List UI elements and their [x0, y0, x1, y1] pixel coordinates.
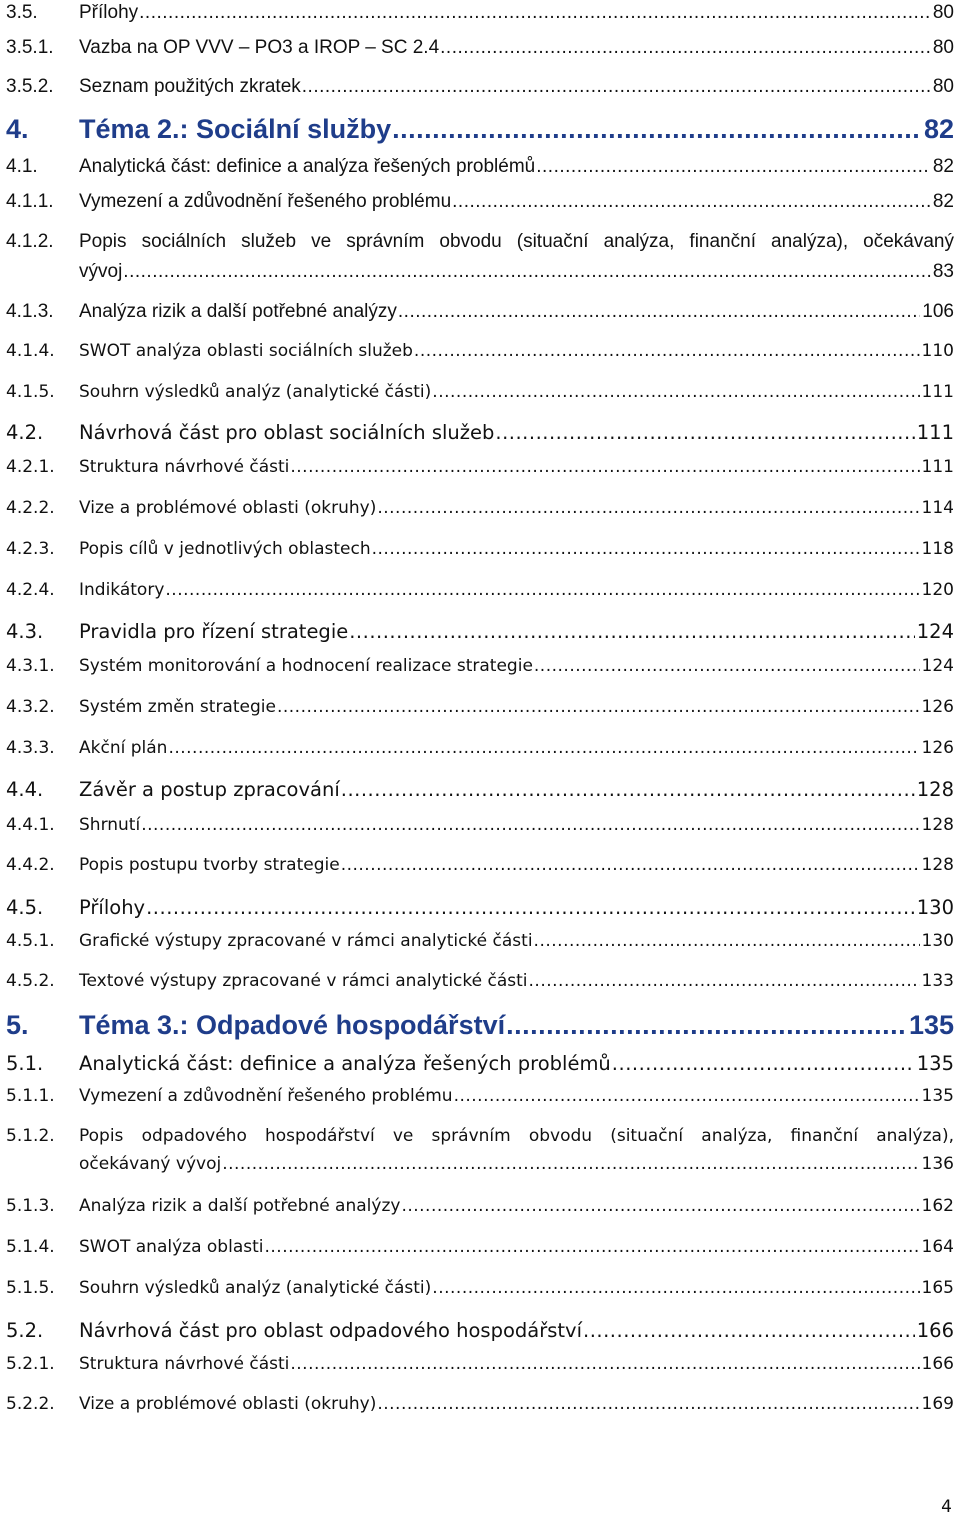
toc-entry-page: 162: [921, 1196, 954, 1216]
dot-leader: [392, 114, 922, 145]
dot-leader: [290, 1354, 919, 1374]
toc-entry-title: Přílohy: [79, 896, 146, 919]
toc-entry-title: Struktura návrhové části: [79, 1354, 290, 1374]
toc-entry-page: 110: [921, 341, 954, 361]
dot-leader: [277, 697, 920, 717]
toc-entry-title: Popis cílů v jednotlivých oblastech: [79, 539, 371, 559]
toc-entry-page: 164: [921, 1237, 954, 1257]
toc-entry-number: 5.1.1.: [6, 1086, 55, 1106]
toc-entry-title: Vymezení a zdůvodnění řešeného problému: [79, 191, 452, 212]
toc-entry-title: Akční plán: [79, 738, 168, 758]
dot-leader: [534, 656, 920, 676]
toc-entry-page: 114: [921, 498, 954, 518]
toc-entry-page: 124: [916, 620, 954, 643]
toc-entry-number: 4.1.3.: [6, 301, 54, 322]
toc-entry-title: Analýza rizik a další potřebné analýzy: [79, 1196, 401, 1216]
toc-entry-number: 5.2.1.: [6, 1354, 55, 1374]
toc-entry-number: 4.1.5.: [6, 382, 55, 402]
dot-leader: [401, 1196, 919, 1216]
dot-leader: [440, 37, 931, 59]
toc-entry-page: 169: [921, 1394, 954, 1414]
toc-entry-page: 111: [921, 382, 954, 402]
toc-entry-page: 124: [921, 656, 954, 676]
toc-entry-page: 128: [916, 778, 954, 801]
dot-leader: [165, 580, 919, 600]
dot-leader: [302, 76, 931, 98]
dot-leader: [341, 778, 915, 801]
toc-entry-number: 4.2.3.: [6, 539, 55, 559]
toc-entry-number: 5.2.: [6, 1319, 44, 1342]
toc-entry-page: 111: [916, 421, 954, 444]
toc-entry-number: 5.1.4.: [6, 1237, 55, 1257]
toc-entry-number: 3.5.: [6, 2, 38, 23]
dot-leader: [139, 2, 931, 24]
dot-leader: [146, 896, 915, 919]
toc-entry-page: 166: [916, 1319, 954, 1342]
toc-entry-page: 111: [921, 457, 954, 477]
toc-entry-title: Struktura návrhové části: [79, 457, 290, 477]
toc-entry-page: 135: [916, 1052, 954, 1075]
toc-entry-title: Souhrn výsledků analýz (analytické části): [79, 382, 432, 402]
toc-entry-number: 4.1.1.: [6, 191, 54, 212]
dot-leader: [506, 1010, 907, 1041]
toc-entry-number: 4.1.: [6, 156, 38, 177]
dot-leader: [432, 382, 919, 402]
toc-entry-title: vývoj: [79, 261, 123, 282]
dot-leader: [123, 261, 931, 283]
toc-entry-number: 5.1.2.: [6, 1126, 55, 1146]
toc-entry-page: 133: [921, 971, 954, 991]
dot-leader: [290, 457, 919, 477]
toc-entry-number: 4.1.4.: [6, 341, 55, 361]
toc-entry-title: Vize a problémové oblasti (okruhy): [79, 498, 377, 518]
toc-entry-page: 130: [921, 931, 954, 951]
dot-leader: [454, 1086, 920, 1106]
toc-entry-page: 136: [921, 1154, 954, 1174]
toc-entry-number: 5.2.2.: [6, 1394, 55, 1414]
toc-entry-title: Analýza rizik a další potřebné analýzy: [79, 301, 397, 322]
dot-leader: [265, 1237, 920, 1257]
toc-entry-title: Indikátory: [79, 580, 165, 600]
toc-entry-number: 4.2.1.: [6, 457, 55, 477]
toc-entry-page: 128: [921, 815, 954, 835]
toc-entry-title: Seznam použitých zkratek: [79, 76, 301, 97]
dot-leader: [222, 1154, 919, 1174]
toc-entry-title: Textové výstupy zpracované v rámci analytické části: [79, 971, 528, 991]
toc-entry-page: 82: [932, 191, 954, 212]
toc-entry-title: Souhrn výsledků analýz (analytické části): [79, 1278, 432, 1298]
dot-leader: [534, 931, 920, 951]
toc-entry-page: 126: [921, 738, 954, 758]
toc-entry-title: Vize a problémové oblasti (okruhy): [79, 1394, 377, 1414]
dot-leader: [414, 341, 920, 361]
toc-entry-number: 4.4.: [6, 778, 44, 801]
toc-entry-title: Vymezení a zdůvodnění řešeného problému: [79, 1086, 453, 1106]
toc-entry-page: 83: [932, 261, 954, 282]
toc-entry-title: Analytická část: definice a analýza řešených problémů: [79, 156, 536, 177]
dot-leader: [495, 421, 914, 444]
dot-leader: [536, 156, 931, 178]
dot-leader: [372, 539, 920, 559]
toc-entry-title: SWOT analýza oblasti: [79, 1237, 264, 1257]
toc-entry-page: 135: [921, 1086, 954, 1106]
toc-entry-number: 4.5.2.: [6, 971, 55, 991]
toc-entry-title-first-line: Popis sociálních služeb ve správním obvodu (situační analýza, finanční analýza), očekávaný: [79, 231, 954, 252]
toc-entry-page: 128: [921, 855, 954, 875]
toc-entry-title: Návrhová část pro oblast odpadového hospodářství: [79, 1319, 583, 1342]
dot-leader: [398, 301, 920, 323]
toc-entry-title: Pravidla pro řízení strategie: [79, 620, 349, 643]
toc-entry-number: 4.4.1.: [6, 815, 55, 835]
toc-entry-page: 80: [932, 76, 954, 97]
toc-entry-title: Popis postupu tvorby strategie: [79, 855, 340, 875]
toc-entry-page: 166: [921, 1354, 954, 1374]
toc-entry-page: 80: [932, 37, 954, 58]
toc-entry-title: Analytická část: definice a analýza řešených problémů: [79, 1052, 611, 1075]
toc-entry-title: Systém změn strategie: [79, 697, 276, 717]
toc-entry-number: 4.2.2.: [6, 498, 55, 518]
toc-entry-number: 3.5.2.: [6, 76, 54, 97]
dot-leader: [612, 1052, 915, 1075]
toc-entry-number: 4.3.: [6, 620, 44, 643]
dot-leader: [452, 191, 931, 213]
toc-entry-page: 130: [916, 896, 954, 919]
toc-entry-title: Systém monitorování a hodnocení realizace strategie: [79, 656, 533, 676]
toc-entry-title: Téma 2.: Sociální služby: [79, 114, 392, 144]
dot-leader: [141, 815, 919, 835]
toc-entry-number: 5.1.3.: [6, 1196, 55, 1216]
page-number: 4: [941, 1497, 952, 1517]
toc-entry-title-first-line: Popis odpadového hospodářství ve správním obvodu (situační analýza, finanční analýza),: [79, 1126, 954, 1146]
toc-entry-number: 4.1.2.: [6, 231, 54, 252]
toc-entry-number: 5.1.5.: [6, 1278, 55, 1298]
toc-entry-number: 4.4.2.: [6, 855, 55, 875]
toc-entry-page: 82: [923, 114, 954, 144]
toc-entry-number: 4.2.4.: [6, 580, 55, 600]
toc-entry-page: 106: [922, 301, 954, 322]
toc-entry-page: 126: [921, 697, 954, 717]
toc-entry-page: 82: [932, 156, 954, 177]
dot-leader: [432, 1278, 919, 1298]
toc-entry-title: Téma 3.: Odpadové hospodářství: [79, 1010, 506, 1040]
toc-entry-title: Návrhová část pro oblast sociálních služeb: [79, 421, 495, 444]
toc-entry-number: 4.5.: [6, 896, 44, 919]
toc-entry-title: očekávaný vývoj: [79, 1154, 222, 1174]
toc-entry-page: 165: [921, 1278, 954, 1298]
toc-entry-number: 4.: [6, 114, 29, 144]
dot-leader: [349, 620, 915, 643]
toc-entry-page: 80: [932, 2, 954, 23]
dot-leader: [377, 498, 919, 518]
dot-leader: [341, 855, 920, 875]
toc-entry-number: 4.3.3.: [6, 738, 55, 758]
toc-entry-title: Závěr a postup zpracování: [79, 778, 340, 801]
dot-leader: [583, 1319, 915, 1342]
toc-entry-number: 4.3.2.: [6, 697, 55, 717]
toc-entry-page: 118: [921, 539, 954, 559]
toc-entry-page: 120: [921, 580, 954, 600]
toc-entry-number: 3.5.1.: [6, 37, 54, 58]
dot-leader: [168, 738, 919, 758]
toc-entry-page: 135: [908, 1010, 954, 1040]
toc-entry-number: 5.: [6, 1010, 29, 1040]
dot-leader: [529, 971, 920, 991]
toc-entry-title: Grafické výstupy zpracované v rámci analytické části: [79, 931, 533, 951]
dot-leader: [377, 1394, 919, 1414]
toc-entry-number: 5.1.: [6, 1052, 44, 1075]
toc-entry-title: Vazba na OP VVV – PO3 a IROP – SC 2.4: [79, 37, 440, 58]
toc-entry-title: SWOT analýza oblasti sociálních služeb: [79, 341, 413, 361]
toc-entry-number: 4.5.1.: [6, 931, 55, 951]
toc-entry-number: 4.3.1.: [6, 656, 55, 676]
toc-entry-title: Přílohy: [79, 2, 139, 23]
toc-entry-title: Shrnutí: [79, 815, 141, 835]
toc-entry-number: 4.2.: [6, 421, 44, 444]
